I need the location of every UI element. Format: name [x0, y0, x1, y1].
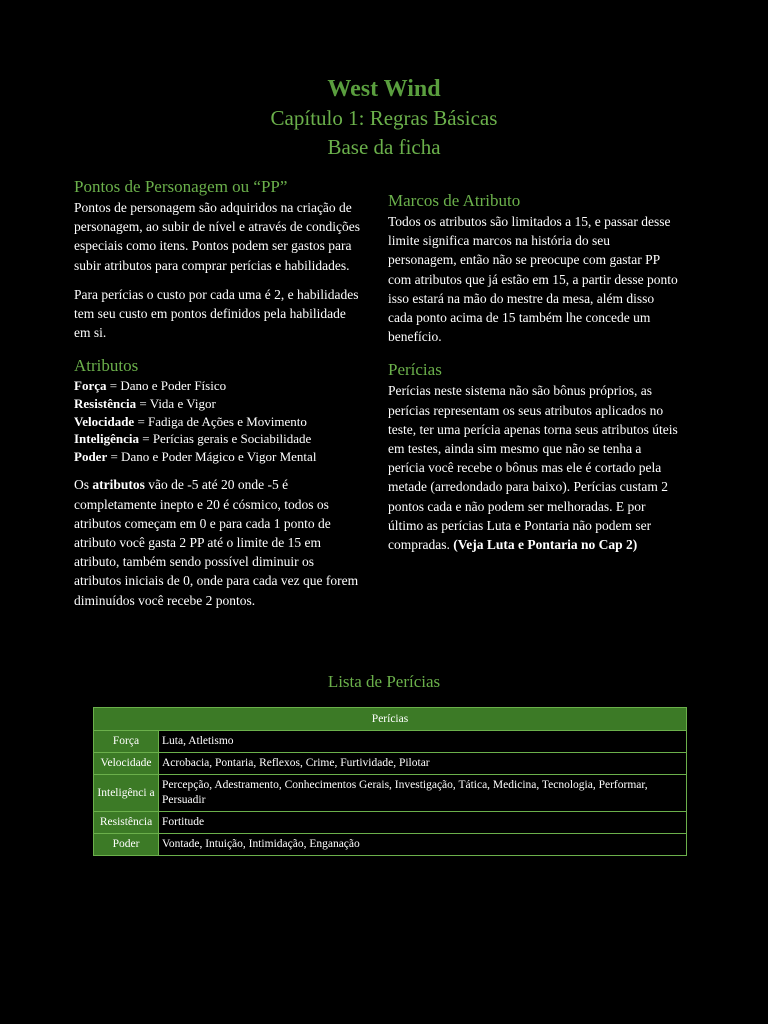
pp-paragraph-2: Para perícias o custo por cada uma é 2, e habilidades tem seu custo em pontos definidos pela habilidade em si. — [74, 286, 359, 341]
attribute-name: Resistência — [74, 396, 137, 412]
attribute-item — [74, 395, 364, 413]
attribute-name: Força — [74, 378, 107, 394]
right-column — [388, 190, 680, 554]
skills-cell: Fortitude — [159, 812, 687, 834]
skills-list-title: Lista de Perícias — [327, 672, 441, 691]
attribute-cell: Velocidade — [94, 753, 159, 775]
skills-table — [93, 707, 687, 856]
attributes-paragraph — [74, 475, 364, 609]
attribute-item — [74, 430, 364, 448]
table-row — [94, 731, 687, 753]
attributes-paragraph-pre: Os — [74, 477, 93, 493]
skills-cell: Percepção, Adestramento, Conhecimentos Gerais, Investigação, Tática, Medicina, Tecnologia, Performar, Persuadir — [159, 775, 687, 812]
table-row — [94, 834, 687, 856]
pericias-paragraph — [388, 381, 680, 554]
attribute-desc: = Dano e Poder Físico — [106, 378, 227, 394]
attribute-name: Velocidade — [74, 413, 135, 429]
attribute-item — [74, 448, 364, 466]
pericias-paragraph-text: Perícias neste sistema não são bônus próprios, as perícias representam os seus atributos aplicados no teste, ter uma perícia apenas torna seus atributos úteis em testes, ainda sim mesmo que não se tenha a perícia você recebe o bônus mas ele é cortado pela metade (arredondado para baixo). Perícias custam 2 pontos cada e não podem ser melhoradas. E por último as perícias Luta e Pontaria não podem ser compradas. — [388, 383, 678, 553]
attribute-desc: = Perícias gerais e Sociabilidade — [139, 431, 312, 447]
attribute-desc: = Vida e Vigor — [136, 396, 216, 412]
attribute-name: Inteligência — [74, 431, 139, 447]
table-header: Perícias — [94, 708, 687, 731]
table-row — [94, 753, 687, 775]
marcos-heading: Marcos de Atributo — [388, 191, 521, 210]
document-title: West Wind — [327, 76, 441, 102]
title-block — [0, 74, 768, 162]
pp-heading: Pontos de Personagem ou “PP” — [74, 177, 288, 196]
chapter-title: Capítulo 1: Regras Básicas — [270, 106, 498, 130]
attribute-item — [74, 377, 364, 395]
table-row — [94, 812, 687, 834]
attribute-item — [74, 413, 364, 431]
skills-cell: Acrobacia, Pontaria, Reflexos, Crime, Furtividade, Pilotar — [159, 753, 687, 775]
attribute-cell: Resistência — [94, 812, 159, 834]
attributes-list — [74, 377, 364, 465]
attribute-cell: Força — [94, 731, 159, 753]
table-row — [94, 775, 687, 812]
pericias-paragraph-bold: (Veja Luta e Pontaria no Cap 2) — [453, 537, 638, 553]
table-header-row — [94, 708, 687, 731]
attribute-desc: = Dano e Poder Mágico e Vigor Mental — [107, 448, 317, 464]
attribute-name: Poder — [74, 448, 108, 464]
pp-paragraph-1: Pontos de personagem são adquiridos na criação de personagem, ao subir de nível e através de condições especiais como itens. Pontos podem ser gastos para subir atributos para comprar perícias e habilidades. — [74, 200, 361, 273]
section-title: Base da ficha — [327, 135, 441, 159]
marcos-paragraph: Todos os atributos são limitados a 15, e passar desse limite significa marcos na história do seu personagem, então não se preocupe com gastar PP com atributos que já estão em 15, a partir desse ponto isso estará na mão do mestre da mesa, além disso cada ponto acima de 15 também lhe concede um benefício. — [388, 214, 678, 345]
attribute-desc: = Fadiga de Ações e Movimento — [134, 413, 307, 429]
skills-cell: Vontade, Intuição, Intimidação, Enganação — [159, 834, 687, 856]
left-column — [74, 176, 364, 610]
pericias-heading: Perícias — [388, 360, 442, 380]
attribute-cell: Inteligênci a — [94, 775, 159, 812]
attributes-paragraph-bold: atributos — [92, 477, 145, 493]
attributes-paragraph-post: vão de -5 até 20 onde -5 é completamente inepto e 20 é cósmico, todos os atributos começam em 0 e para cada 1 ponto de atributo você gasta 2 PP até o limite de 15 em atributo, também sendo possível diminuir os atributos iniciais de 0, onde para cada vez que forem diminuídos você recebe 2 pontos. — [74, 477, 359, 608]
skills-cell: Luta, Atletismo — [159, 731, 687, 753]
attributes-heading: Atributos — [74, 356, 139, 376]
attribute-cell: Poder — [94, 834, 159, 856]
